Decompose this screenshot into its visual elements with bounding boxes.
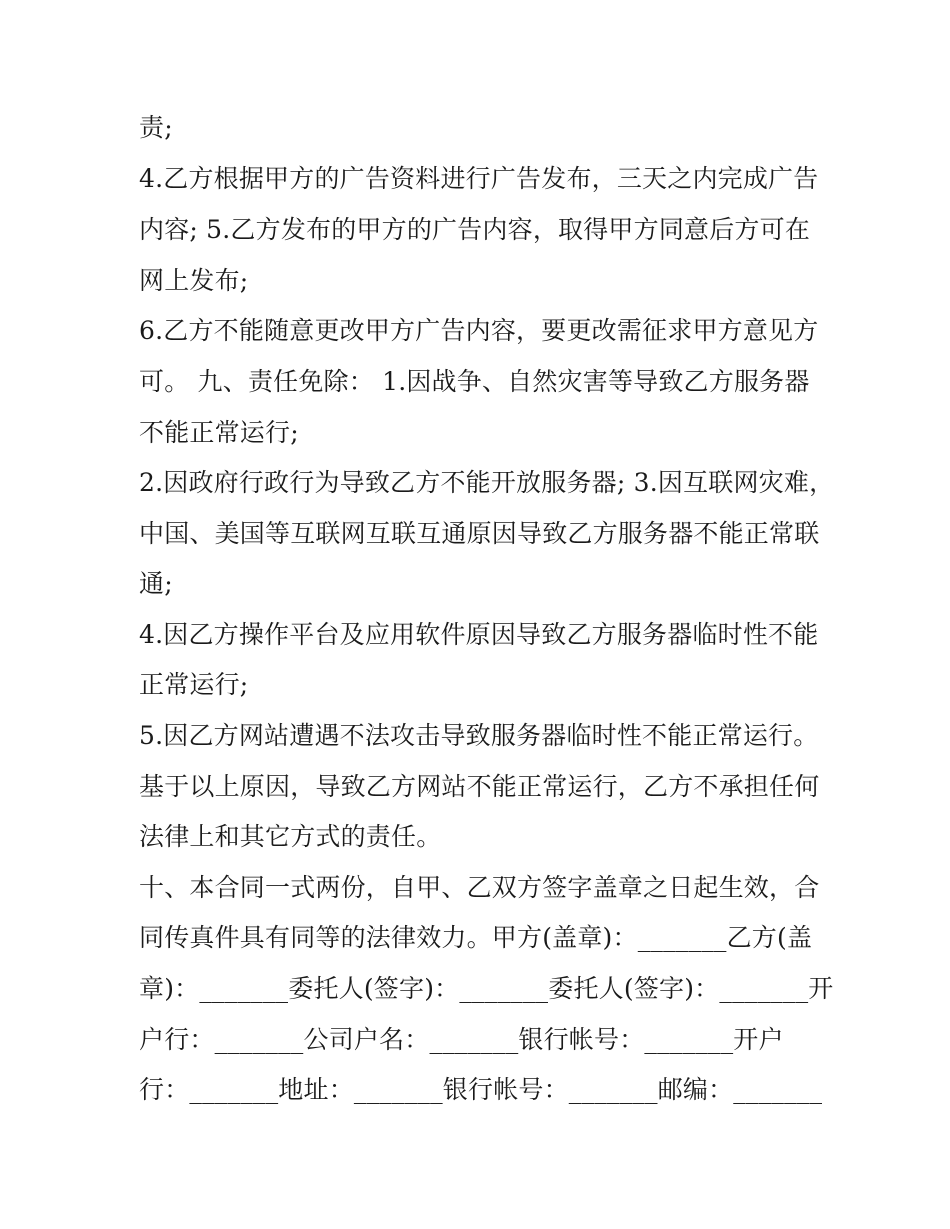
text-line: 责; (139, 113, 173, 142)
text-line: 6.乙方不能随意更改甲方广告内容，要更改需征求甲方意见方 (139, 316, 819, 345)
text-line: 通; (139, 569, 173, 598)
text-line: 十、本合同一式两份，自甲、乙双方签字盖章之日起生效，合 (139, 873, 820, 902)
text-line: 章)：_______委托人(签字)：_______委托人(签字)：_______开 (139, 974, 834, 1003)
text-line: 不能正常运行; (139, 418, 299, 447)
text-line: 行：_______地址：_______银行帐号：_______邮编：_______ (139, 1075, 823, 1104)
text-line: 基于以上原因，导致乙方网站不能正常运行，乙方不承担任何 (139, 772, 820, 801)
text-line: 户行：_______公司户名：_______银行帐号：_______开户 (139, 1025, 784, 1054)
text-line: 内容; 5.乙方发布的甲方的广告内容，取得甲方同意后方可在 (139, 215, 811, 244)
text-line: 5.因乙方网站遭遇不法攻击导致服务器临时性不能正常运行。 (139, 721, 819, 750)
text-line: 2.因政府行政行为导致乙方不能开放服务器; 3.因互联网灾难， (139, 468, 835, 497)
text-line: 4.因乙方操作平台及应用软件原因导致乙方服务器临时性不能 (139, 620, 819, 649)
text-line: 中国、美国等互联网互联互通原因导致乙方服务器不能正常联 (139, 519, 820, 548)
text-line: 法律上和其它方式的责任。 (139, 822, 442, 851)
text-line: 正常运行; (139, 670, 249, 699)
text-line: 同传真件具有同等的法律效力。甲方(盖章)：_______乙方(盖 (139, 923, 813, 952)
text-line: 可。 九、责任免除： 1.因战争、自然灾害等导致乙方服务器 (139, 367, 810, 396)
text-line: 网上发布; (139, 266, 249, 295)
text-line: 4.乙方根据甲方的广告资料进行广告发布，三天之内完成广告 (139, 164, 819, 193)
